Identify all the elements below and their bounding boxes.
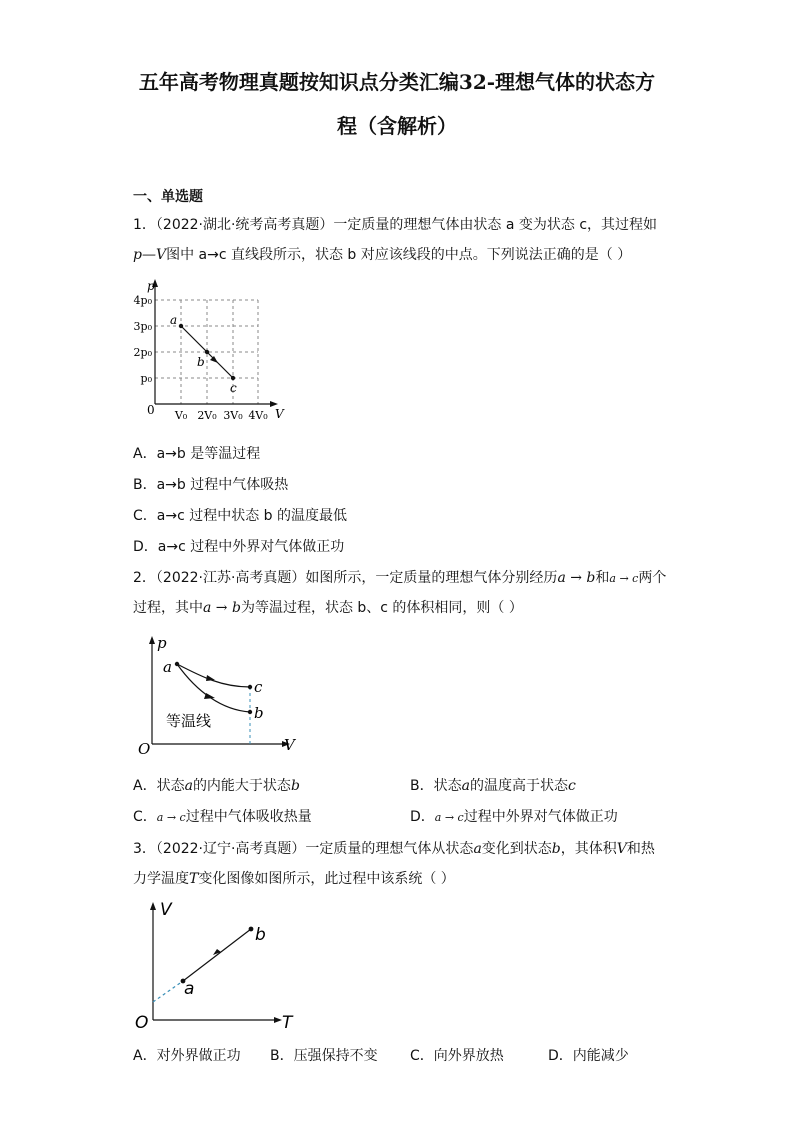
q1-pv-diagram xyxy=(130,276,300,428)
q2-option-a-var: a xyxy=(184,778,193,794)
q2-origin-label: O xyxy=(138,740,151,758)
q2-stem-line-1 xyxy=(133,567,666,587)
q2-option-a-post: 的内能大于状态 xyxy=(192,778,291,794)
q2-stem-line-2-a: 过程，其中 xyxy=(133,600,203,616)
q1-process-arrow xyxy=(210,356,218,363)
q2-p-axis-label: p xyxy=(157,634,167,652)
q1-pv-label: p—V xyxy=(133,247,167,263)
q2-option-b-var: a xyxy=(461,778,470,794)
q2-option-d xyxy=(410,806,618,826)
q2-stem-line-2 xyxy=(133,597,523,617)
q2-stem-line-1-mid: 和 xyxy=(595,570,610,586)
q2-option-b xyxy=(410,775,576,795)
q2-option-a-var2: b xyxy=(290,778,300,794)
q3-v-axis-label: V xyxy=(160,900,172,920)
q3-option-c: C．向外界放热 xyxy=(410,1048,504,1064)
document-title-line-2: 程（含解析） xyxy=(337,114,457,138)
q3-label-b: b xyxy=(255,925,266,945)
q3-t-axis-arrow xyxy=(274,1017,282,1023)
q2-point-a xyxy=(175,662,179,666)
q2-label-a: a xyxy=(163,658,172,676)
q3-label-a: a xyxy=(184,979,195,999)
q3-origin-label: O xyxy=(135,1013,149,1033)
q2-process-ac: a → c xyxy=(609,572,639,585)
q3-var-a: a xyxy=(473,841,482,857)
q2-p-axis-arrow xyxy=(149,636,155,644)
q1-option-b: B．a→b 过程中气体吸热 xyxy=(133,477,289,493)
q1-option-a: A．a→b 是等温过程 xyxy=(133,446,261,462)
q1-ytick-p0: p₀ xyxy=(140,372,152,385)
q1-xtick-2v0: 2V₀ xyxy=(197,409,217,422)
q3-var-v: V xyxy=(616,841,627,857)
q3-vt-diagram xyxy=(132,896,302,1036)
q1-xtick-v0: V₀ xyxy=(174,409,188,422)
document-title-line-1: 五年高考物理真题按知识点分类汇编32-理想气体的状态方 xyxy=(138,70,656,94)
q3-stem-line-2 xyxy=(133,868,455,888)
q1-option-d: D．a→c 过程中外界对气体做正功 xyxy=(133,539,345,555)
q3-option-d: D．内能减少 xyxy=(548,1048,629,1064)
q3-var-b: b xyxy=(551,841,561,857)
q2-option-c-pre: C． xyxy=(133,809,157,825)
q2-option-c-post: 过程中气体吸收热量 xyxy=(185,809,312,825)
q3-t-axis-label: T xyxy=(282,1013,293,1033)
q2-process-ab-2: a → b xyxy=(203,600,241,616)
q2-stem-line-1-end: 两个 xyxy=(638,570,667,586)
q1-option-c: C．a→c 过程中状态 b 的温度最低 xyxy=(133,508,348,524)
q2-v-axis-label: V xyxy=(284,736,295,754)
q1-v-axis-label: V xyxy=(275,407,284,421)
q2-stem-line-2-b: 为等温过程，状态 b、c 的体积相同，则（ ） xyxy=(240,600,523,616)
section-heading: 一、单选题 xyxy=(133,189,203,205)
q2-stem-line-1-a: 2．（2022·江苏·高考真题）如图所示，一定质量的理想气体分别经历 xyxy=(133,570,558,586)
q2-arrow-ac xyxy=(206,675,215,681)
q2-isotherm-ab xyxy=(177,664,250,712)
q3-process-line xyxy=(183,929,251,981)
q3-process-arrow xyxy=(213,949,221,955)
q3-v-axis-arrow xyxy=(150,902,156,910)
q3-option-b: B．压强保持不变 xyxy=(270,1048,378,1064)
q2-option-b-pre: B．状态 xyxy=(410,778,462,794)
q1-label-c: c xyxy=(230,381,237,395)
q3-stem-line-1-a: 3．（2022·辽宁·高考真题）一定质量的理想气体从状态 xyxy=(133,841,474,857)
q2-option-a-pre: A．状态 xyxy=(133,778,185,794)
q1-stem-line-1: 1．（2022·湖北·统考高考真题）一定质量的理想气体由状态 a 变为状态 c，其过程如 xyxy=(133,217,658,233)
q3-option-a: A．对外界做正功 xyxy=(133,1048,241,1064)
q1-stem-line-2-text: 图中 a→c 直线段所示，状态 b 对应该线段的中点。下列说法正确的是（ ） xyxy=(166,247,632,263)
q2-point-c xyxy=(248,685,252,689)
q3-point-b xyxy=(249,927,254,932)
q3-extrapolation-dashed xyxy=(153,981,183,1002)
q1-point-a xyxy=(179,324,183,328)
q1-ytick-4p0: 4p₀ xyxy=(133,294,152,307)
q2-option-b-var2: c xyxy=(567,778,576,794)
q1-point-b xyxy=(205,350,209,354)
q1-point-c xyxy=(231,376,235,380)
q2-label-c: c xyxy=(254,678,263,696)
q1-xtick-4v0: 4V₀ xyxy=(248,409,268,422)
q1-origin-label: 0 xyxy=(147,403,155,417)
q2-option-d-var: a → c xyxy=(434,811,464,824)
q2-curve-ac xyxy=(177,664,250,687)
q2-option-c-var: a → c xyxy=(156,811,186,824)
q2-point-b xyxy=(248,710,252,714)
q2-option-b-post: 的温度高于状态 xyxy=(469,778,568,794)
q3-var-t: T xyxy=(189,871,199,887)
q2-option-d-pre: D． xyxy=(410,809,435,825)
q2-option-c xyxy=(133,806,312,826)
q1-p-axis-label: p xyxy=(147,279,155,293)
q3-stem-line-2-b: 变化图像如图所示，此过程中该系统（ ） xyxy=(198,871,455,887)
q2-isotherm-label: 等温线 xyxy=(166,712,212,730)
q2-option-a xyxy=(133,775,300,795)
q1-ytick-2p0: 2p₀ xyxy=(133,346,152,359)
q1-xtick-3v0: 3V₀ xyxy=(223,409,243,422)
q3-stem-line-1 xyxy=(133,838,655,858)
q1-label-b: b xyxy=(197,355,205,369)
q2-option-d-post: 过程中外界对气体做正功 xyxy=(463,809,618,825)
q3-stem-line-2-a: 力学温度 xyxy=(133,871,189,887)
q1-label-a: a xyxy=(170,313,178,327)
q3-stem-line-1-d: 和热 xyxy=(626,841,655,857)
q3-stem-line-1-b: 变化到状态 xyxy=(481,841,552,857)
q2-pv-diagram xyxy=(132,632,307,760)
q2-label-b: b xyxy=(254,704,264,722)
q1-stem-line-2 xyxy=(133,244,631,264)
q2-process-ab: a → b xyxy=(557,570,596,586)
q3-stem-line-1-c: ，其体积 xyxy=(560,841,617,857)
q1-ytick-3p0: 3p₀ xyxy=(133,320,152,333)
